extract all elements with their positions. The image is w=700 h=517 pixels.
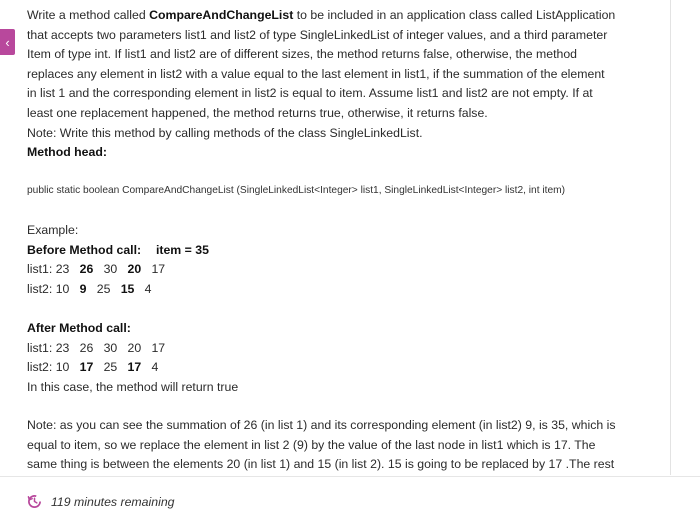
list-value: 20 — [127, 262, 142, 277]
list-value: 23 — [55, 340, 70, 355]
list-value: 30 — [103, 340, 118, 355]
list-value: 15 — [120, 281, 135, 296]
description-line — [27, 104, 651, 124]
list-value: 30 — [103, 262, 118, 277]
time-remaining-text: 119 minutes remaining — [51, 494, 175, 509]
list-value: 4 — [151, 360, 159, 375]
list-value: 23 — [55, 262, 70, 277]
description-line — [27, 124, 651, 144]
list-value: 17 — [151, 340, 166, 355]
before-list2-line — [27, 280, 209, 300]
note-line: Note: as you can see the summation of 26 (in list 1) and its corresponding element (in list2) 9, is 35, which is — [27, 418, 616, 432]
description-line — [27, 143, 651, 163]
before-call-label: Before Method call: — [27, 242, 142, 257]
after-block — [27, 319, 238, 397]
before-list1-line — [27, 260, 209, 280]
list-value: 4 — [144, 281, 152, 296]
after-list2-line — [27, 358, 238, 378]
explanation-note — [27, 416, 647, 475]
list-label: list1: — [27, 340, 53, 355]
footer-divider — [0, 476, 700, 477]
time-remaining — [27, 494, 175, 509]
list-value: 20 — [127, 340, 142, 355]
description-text: Note: Write this method by calling methods of the class SingleLinkedList. — [27, 125, 423, 140]
description-line — [27, 26, 651, 46]
list-value: 17 — [127, 360, 142, 375]
after-call-label: After Method call: — [27, 321, 131, 335]
description-text: least one replacement happened, the method returns true, otherwise, it returns false. — [27, 105, 488, 120]
list-value: 26 — [79, 340, 94, 355]
list-label: list1: — [27, 262, 53, 277]
description-text: that accepts two parameters list1 and list2 of type SingleLinkedList of integer values, and a third parameter — [27, 27, 608, 42]
note-line: equal to item, so we replace the element in list 2 (9) by the value of the last node in list1 which is 17. The — [27, 437, 596, 452]
result-text: In this case, the method will return true — [27, 379, 239, 394]
description-line — [27, 45, 651, 65]
description-line — [27, 84, 651, 104]
description-text: CompareAndChangeList — [149, 8, 294, 22]
description-text: Write a method called — [27, 8, 150, 22]
question-description — [27, 6, 651, 163]
list-value: 9 — [79, 281, 87, 296]
list-value: 17 — [79, 360, 94, 375]
before-call-line — [27, 241, 209, 261]
description-text: Method head: — [27, 145, 107, 160]
list-label: list2: — [27, 281, 53, 296]
after-list1-line — [27, 339, 238, 359]
list-value: 10 — [55, 360, 70, 375]
list-value: 25 — [103, 360, 118, 375]
example-label: Example: — [27, 223, 79, 237]
description-line — [27, 6, 651, 26]
description-text: to be included in an application class called ListApplication — [293, 8, 616, 22]
method-signature: public static boolean CompareAndChangeList (SingleLinkedList<Integer> list1, SingleLinkedList<Integer> list2, int item) — [27, 185, 565, 196]
list-value: 25 — [96, 281, 111, 296]
chevron-left-icon: ‹ — [5, 34, 10, 50]
example-block — [27, 221, 209, 299]
description-text: Item of type int. If list1 and list2 are of different sizes, the method returns false, otherwise, the method — [27, 47, 577, 62]
note-line: same thing is between the elements 20 (in list 1) and 15 (in list 2). 15 is going to be replaced by 17 .The rest — [27, 457, 615, 472]
list-value: 17 — [151, 262, 166, 277]
description-line — [27, 65, 651, 85]
item-value: item = 35 — [155, 242, 209, 257]
list-value: 26 — [79, 262, 94, 277]
description-text: in list 1 and the corresponding element in list2 is equal to item. Assume list1 and list2 are not empty. If at — [27, 86, 593, 101]
list-value: 10 — [55, 281, 70, 296]
clock-refresh-icon — [27, 494, 42, 509]
description-text: replaces any element in list2 with a value equal to the last element in list1, if the summation of the element — [27, 66, 605, 81]
collapse-tab[interactable] — [0, 29, 15, 55]
right-divider — [670, 0, 671, 475]
list-label: list2: — [27, 360, 53, 375]
